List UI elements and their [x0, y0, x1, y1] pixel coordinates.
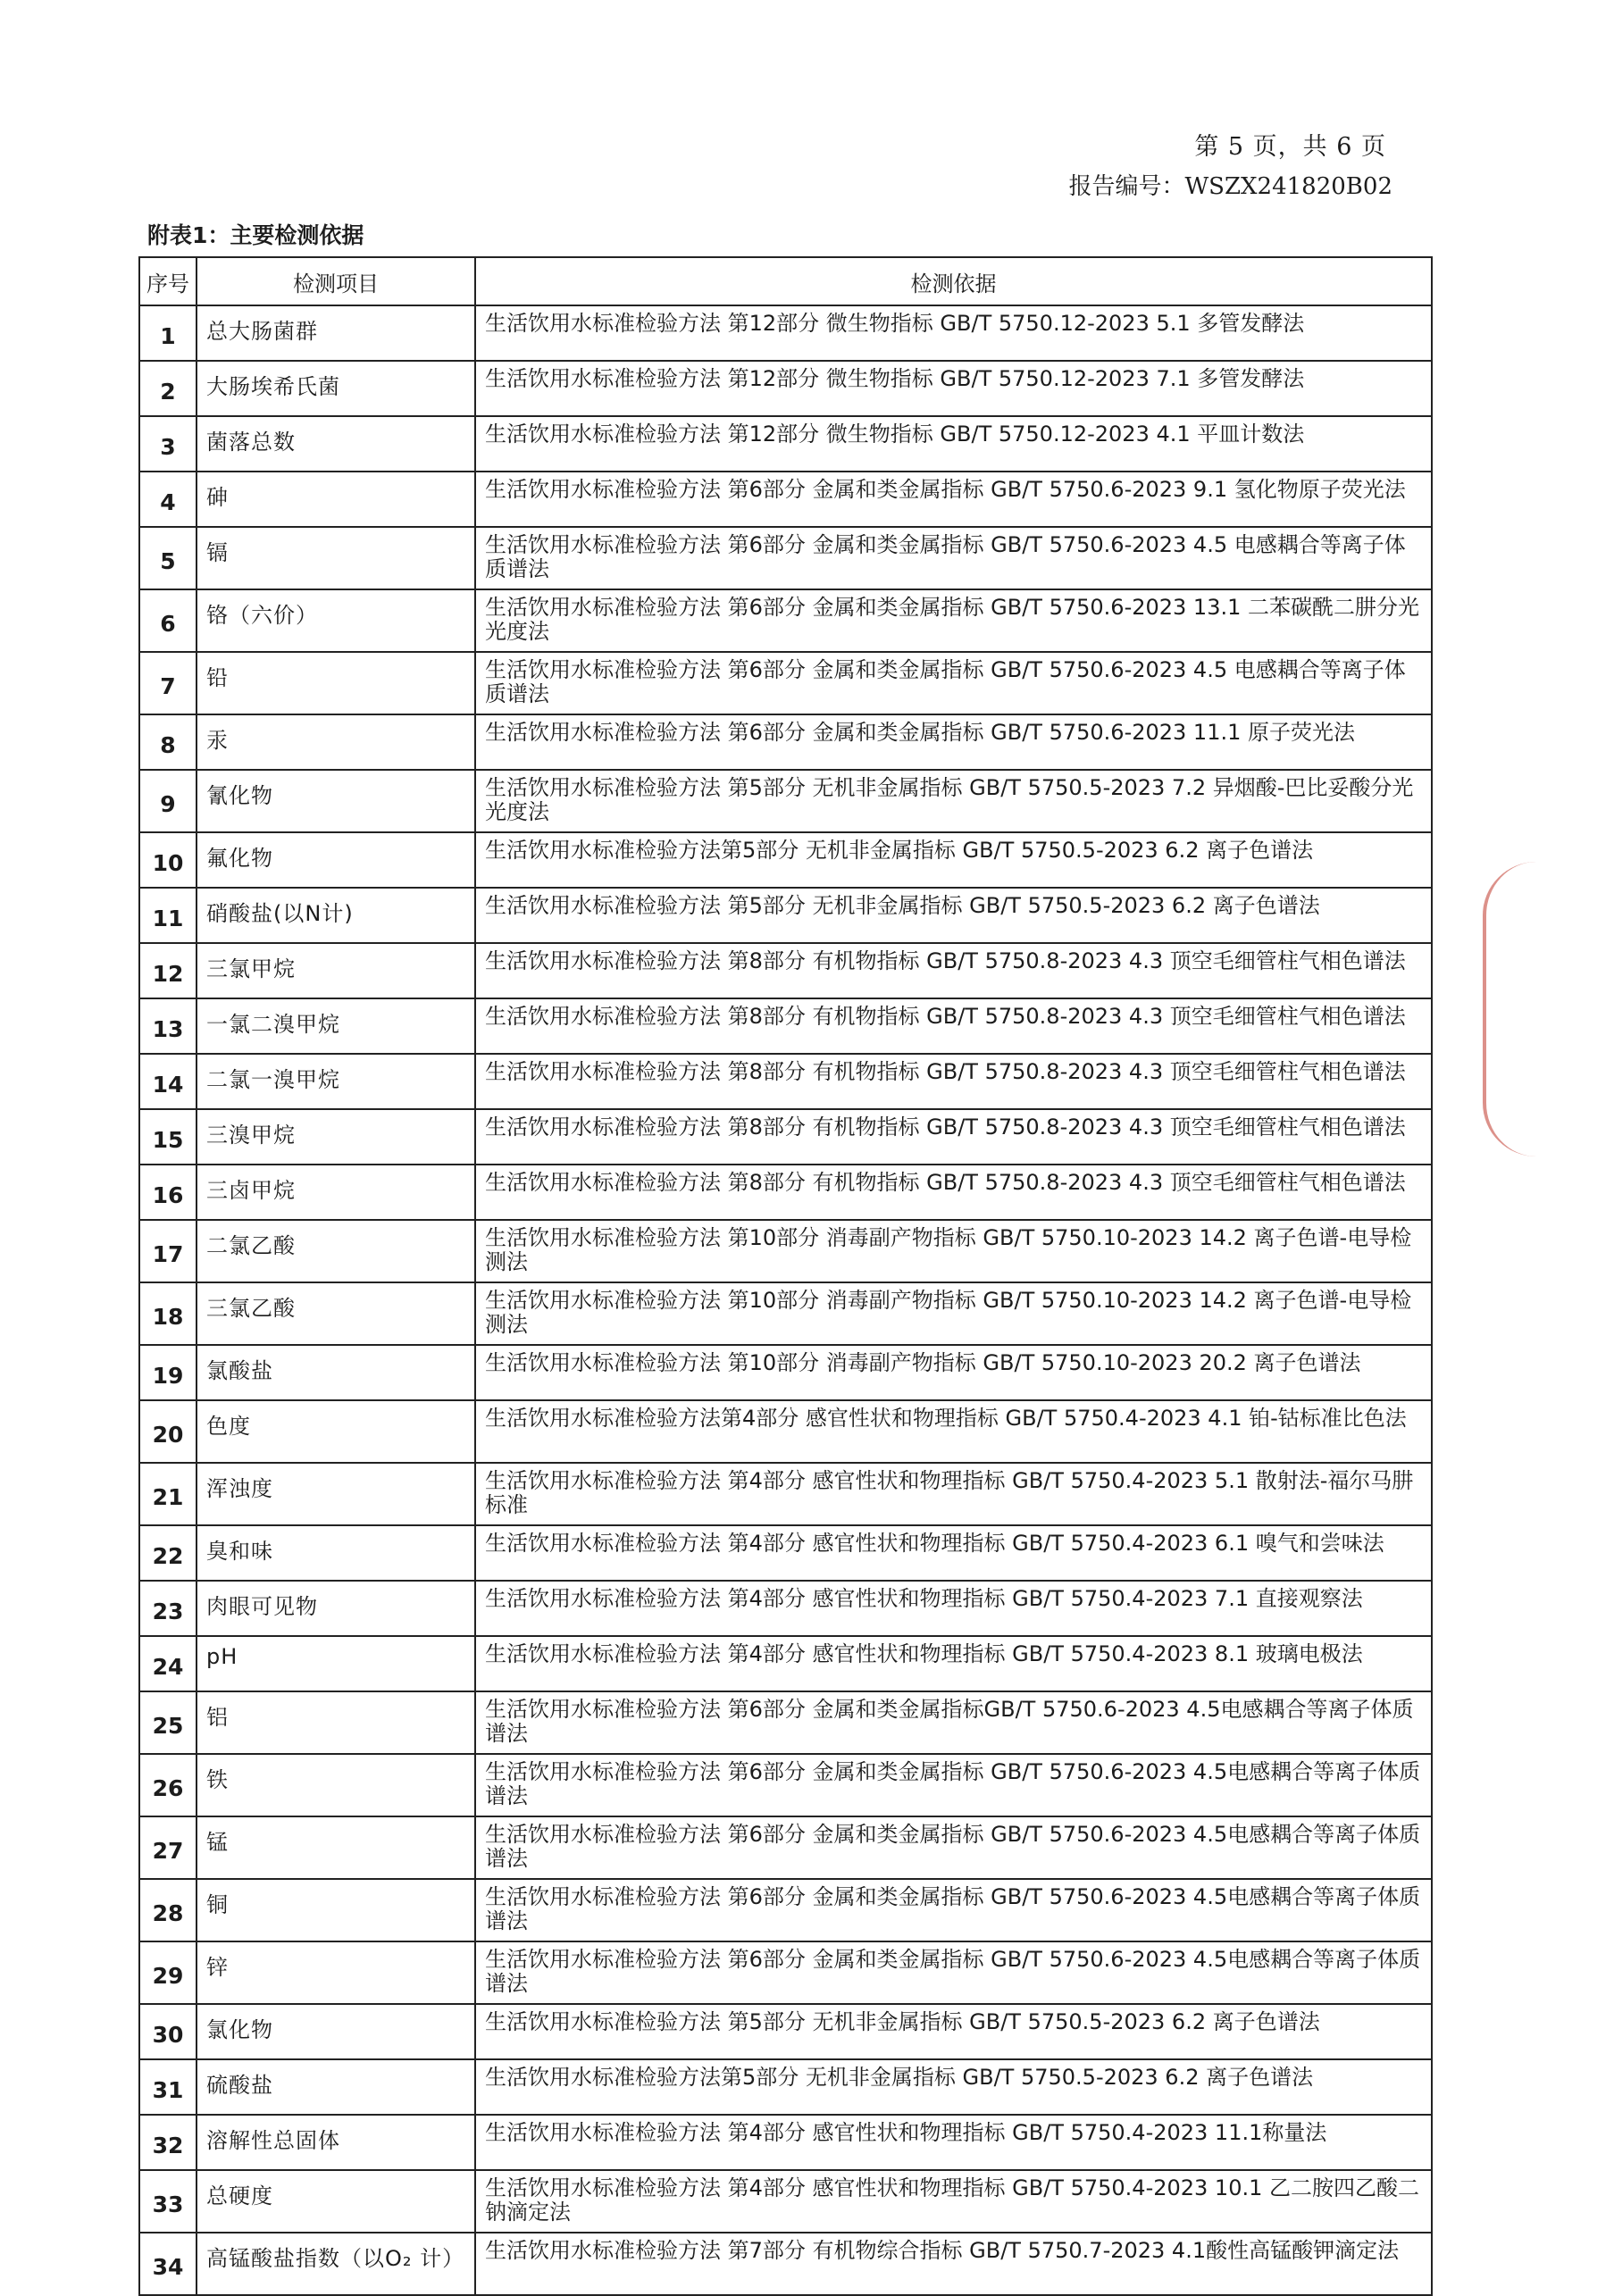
- test-method: 生活饮用水标准检验方法 第4部分 感官性状和物理指标 GB/T 5750.4-2023 11.1称量法: [475, 2115, 1432, 2170]
- row-number: 13: [139, 998, 197, 1054]
- test-method: 生活饮用水标准检验方法 第6部分 金属和类金属指标 GB/T 5750.6-2023 4.5电感耦合等离子体质谱法: [475, 1941, 1432, 2004]
- table-row: [139, 714, 1432, 770]
- table-row: [139, 1220, 1432, 1282]
- test-item: 浑浊度: [197, 1463, 475, 1525]
- test-item: 菌落总数: [197, 416, 475, 472]
- test-item: 氯化物: [197, 2004, 475, 2059]
- test-item: 高锰酸盐指数（以O₂ 计）: [197, 2233, 475, 2295]
- table-row: [139, 2170, 1432, 2233]
- test-method: 生活饮用水标准检验方法第5部分 无机非金属指标 GB/T 5750.5-2023 6.2 离子色谱法: [475, 2059, 1432, 2115]
- test-item: 硫酸盐: [197, 2059, 475, 2115]
- row-number: 24: [139, 1636, 197, 1691]
- test-method: 生活饮用水标准检验方法 第6部分 金属和类金属指标 GB/T 5750.6-2023 4.5 电感耦合等离子体质谱法: [475, 527, 1432, 589]
- row-number: 15: [139, 1109, 197, 1165]
- test-method: 生活饮用水标准检验方法 第12部分 微生物指标 GB/T 5750.12-2023 7.1 多管发酵法: [475, 361, 1432, 416]
- report-number: 报告编号：WSZX241820B02: [1068, 173, 1392, 200]
- table-body: [139, 305, 1432, 2295]
- table-row: [139, 416, 1432, 472]
- test-item: 镉: [197, 527, 475, 589]
- test-method: 生活饮用水标准检验方法 第4部分 感官性状和物理指标 GB/T 5750.4-2023 6.1 嗅气和尝味法: [475, 1525, 1432, 1581]
- row-number: 25: [139, 1691, 197, 1754]
- test-method: 生活饮用水标准检验方法 第4部分 感官性状和物理指标 GB/T 5750.4-2023 8.1 玻璃电极法: [475, 1636, 1432, 1691]
- test-method: 生活饮用水标准检验方法 第5部分 无机非金属指标 GB/T 5750.5-2023 6.2 离子色谱法: [475, 888, 1432, 943]
- test-method: 生活饮用水标准检验方法 第10部分 消毒副产物指标 GB/T 5750.10-2023 14.2 离子色谱-电导检测法: [475, 1220, 1432, 1282]
- test-item: 砷: [197, 472, 475, 527]
- test-item: 二氯乙酸: [197, 1220, 475, 1282]
- row-number: 10: [139, 832, 197, 888]
- test-item: 三氯乙酸: [197, 1282, 475, 1345]
- row-number: 28: [139, 1879, 197, 1941]
- row-number: 22: [139, 1525, 197, 1581]
- test-method: 生活饮用水标准检验方法 第10部分 消毒副产物指标 GB/T 5750.10-2023 14.2 离子色谱-电导检测法: [475, 1282, 1432, 1345]
- test-method: 生活饮用水标准检验方法 第6部分 金属和类金属指标 GB/T 5750.6-2023 4.5电感耦合等离子体质谱法: [475, 1754, 1432, 1816]
- table-row: [139, 589, 1432, 652]
- test-method: 生活饮用水标准检验方法 第4部分 感官性状和物理指标 GB/T 5750.4-2023 7.1 直接观察法: [475, 1581, 1432, 1636]
- row-number: 30: [139, 2004, 197, 2059]
- row-number: 26: [139, 1754, 197, 1816]
- row-number: 8: [139, 714, 197, 770]
- test-method: 生活饮用水标准检验方法 第5部分 无机非金属指标 GB/T 5750.5-2023 7.2 异烟酸-巴比妥酸分光光度法: [475, 770, 1432, 832]
- test-item: 锌: [197, 1941, 475, 2004]
- test-item: 大肠埃希氏菌: [197, 361, 475, 416]
- test-method: 生活饮用水标准检验方法 第4部分 感官性状和物理指标 GB/T 5750.4-2023 5.1 散射法-福尔马肼标准: [475, 1463, 1432, 1525]
- row-number: 5: [139, 527, 197, 589]
- test-item: 总硬度: [197, 2170, 475, 2233]
- test-method: 生活饮用水标准检验方法 第12部分 微生物指标 GB/T 5750.12-2023 5.1 多管发酵法: [475, 305, 1432, 361]
- table-row: [139, 1816, 1432, 1879]
- table-row: [139, 2004, 1432, 2059]
- table-row: [139, 943, 1432, 998]
- test-item: 铝: [197, 1691, 475, 1754]
- table-row: [139, 527, 1432, 589]
- table-row: [139, 1879, 1432, 1941]
- table-row: [139, 1691, 1432, 1754]
- test-item: 铬（六价）: [197, 589, 475, 652]
- test-method: 生活饮用水标准检验方法 第8部分 有机物指标 GB/T 5750.8-2023 4.3 顶空毛细管柱气相色谱法: [475, 998, 1432, 1054]
- column-header-item: 检测项目: [197, 257, 475, 305]
- test-item: 肉眼可见物: [197, 1581, 475, 1636]
- row-number: 9: [139, 770, 197, 832]
- table-row: [139, 2115, 1432, 2170]
- test-item: 硝酸盐(以N计): [197, 888, 475, 943]
- test-method: 生活饮用水标准检验方法 第8部分 有机物指标 GB/T 5750.8-2023 4.3 顶空毛细管柱气相色谱法: [475, 1165, 1432, 1220]
- row-number: 23: [139, 1581, 197, 1636]
- table-row: [139, 1525, 1432, 1581]
- test-method: 生活饮用水标准检验方法 第6部分 金属和类金属指标 GB/T 5750.6-2023 11.1 原子荧光法: [475, 714, 1432, 770]
- row-number: 31: [139, 2059, 197, 2115]
- row-number: 2: [139, 361, 197, 416]
- test-method: 生活饮用水标准检验方法 第6部分 金属和类金属指标 GB/T 5750.6-2023 9.1 氢化物原子荧光法: [475, 472, 1432, 527]
- test-basis-table: [138, 256, 1433, 2296]
- test-item: 溶解性总固体: [197, 2115, 475, 2170]
- test-method: 生活饮用水标准检验方法 第8部分 有机物指标 GB/T 5750.8-2023 4.3 顶空毛细管柱气相色谱法: [475, 1109, 1432, 1165]
- row-number: 27: [139, 1816, 197, 1879]
- table-row: [139, 998, 1432, 1054]
- table-row: [139, 1636, 1432, 1691]
- table-row: [139, 770, 1432, 832]
- table-row: [139, 1054, 1432, 1109]
- table-row: [139, 832, 1432, 888]
- table-row: [139, 305, 1432, 361]
- test-item: 氰化物: [197, 770, 475, 832]
- row-number: 21: [139, 1463, 197, 1525]
- test-method: 生活饮用水标准检验方法 第6部分 金属和类金属指标 GB/T 5750.6-2023 4.5电感耦合等离子体质谱法: [475, 1879, 1432, 1941]
- test-method: 生活饮用水标准检验方法 第6部分 金属和类金属指标 GB/T 5750.6-2023 4.5电感耦合等离子体质谱法: [475, 1816, 1432, 1879]
- test-method: 生活饮用水标准检验方法 第4部分 感官性状和物理指标 GB/T 5750.4-2023 10.1 乙二胺四乙酸二钠滴定法: [475, 2170, 1432, 2233]
- row-number: 20: [139, 1400, 197, 1463]
- table-row: [139, 1165, 1432, 1220]
- row-number: 29: [139, 1941, 197, 2004]
- test-item: 一氯二溴甲烷: [197, 998, 475, 1054]
- test-method: 生活饮用水标准检验方法 第6部分 金属和类金属指标GB/T 5750.6-2023 4.5电感耦合等离子体质谱法: [475, 1691, 1432, 1754]
- test-method: 生活饮用水标准检验方法 第6部分 金属和类金属指标 GB/T 5750.6-2023 13.1 二苯碳酰二肼分光光度法: [475, 589, 1432, 652]
- row-number: 14: [139, 1054, 197, 1109]
- table-row: [139, 2233, 1432, 2295]
- table-title: 附表1：主要检测依据: [147, 222, 364, 248]
- test-method: 生活饮用水标准检验方法 第10部分 消毒副产物指标 GB/T 5750.10-2023 20.2 离子色谱法: [475, 1345, 1432, 1400]
- row-number: 3: [139, 416, 197, 472]
- table-row: [139, 1109, 1432, 1165]
- test-method: 生活饮用水标准检验方法 第7部分 有机物综合指标 GB/T 5750.7-2023 4.1酸性高锰酸钾滴定法: [475, 2233, 1432, 2295]
- test-item: 色度: [197, 1400, 475, 1463]
- test-method: 生活饮用水标准检验方法 第6部分 金属和类金属指标 GB/T 5750.6-2023 4.5 电感耦合等离子体质谱法: [475, 652, 1432, 714]
- table-row: [139, 361, 1432, 416]
- row-number: 18: [139, 1282, 197, 1345]
- row-number: 16: [139, 1165, 197, 1220]
- table-row: [139, 1581, 1432, 1636]
- row-number: 7: [139, 652, 197, 714]
- test-item: 总大肠菌群: [197, 305, 475, 361]
- row-number: 11: [139, 888, 197, 943]
- test-item: 三氯甲烷: [197, 943, 475, 998]
- test-method: 生活饮用水标准检验方法第4部分 感官性状和物理指标 GB/T 5750.4-2023 4.1 铂-钴标准比色法: [475, 1400, 1432, 1463]
- table-header-row: [139, 257, 1432, 305]
- row-number: 12: [139, 943, 197, 998]
- column-header-method: 检测依据: [475, 257, 1432, 305]
- test-item: 臭和味: [197, 1525, 475, 1581]
- test-method: 生活饮用水标准检验方法 第8部分 有机物指标 GB/T 5750.8-2023 4.3 顶空毛细管柱气相色谱法: [475, 1054, 1432, 1109]
- row-number: 17: [139, 1220, 197, 1282]
- table-row: [139, 1754, 1432, 1816]
- table-row: [139, 1463, 1432, 1525]
- table-row: [139, 2059, 1432, 2115]
- table-row: [139, 1282, 1432, 1345]
- test-item: 铅: [197, 652, 475, 714]
- test-item: 汞: [197, 714, 475, 770]
- test-method: 生活饮用水标准检验方法 第8部分 有机物指标 GB/T 5750.8-2023 4.3 顶空毛细管柱气相色谱法: [475, 943, 1432, 998]
- test-item: 二氯一溴甲烷: [197, 1054, 475, 1109]
- test-item: pH: [197, 1636, 475, 1691]
- test-item: 锰: [197, 1816, 475, 1879]
- test-method: 生活饮用水标准检验方法 第5部分 无机非金属指标 GB/T 5750.5-2023 6.2 离子色谱法: [475, 2004, 1432, 2059]
- table-row: [139, 652, 1432, 714]
- table-row: [139, 1345, 1432, 1400]
- test-item: 氟化物: [197, 832, 475, 888]
- test-item: 铁: [197, 1754, 475, 1816]
- page-info: 第 5 页，共 6 页: [1194, 133, 1386, 161]
- table-row: [139, 1941, 1432, 2004]
- test-method: 生活饮用水标准检验方法 第12部分 微生物指标 GB/T 5750.12-2023 4.1 平皿计数法: [475, 416, 1432, 472]
- table-row: [139, 1400, 1432, 1463]
- row-number: 32: [139, 2115, 197, 2170]
- table-row: [139, 472, 1432, 527]
- test-item: 铜: [197, 1879, 475, 1941]
- row-number: 6: [139, 589, 197, 652]
- row-number: 1: [139, 305, 197, 361]
- row-number: 19: [139, 1345, 197, 1400]
- table-row: [139, 888, 1432, 943]
- row-number: 34: [139, 2233, 197, 2295]
- test-item: 氯酸盐: [197, 1345, 475, 1400]
- row-number: 33: [139, 2170, 197, 2233]
- test-method: 生活饮用水标准检验方法第5部分 无机非金属指标 GB/T 5750.5-2023 6.2 离子色谱法: [475, 832, 1432, 888]
- test-item: 三溴甲烷: [197, 1109, 475, 1165]
- test-item: 三卤甲烷: [197, 1165, 475, 1220]
- row-number: 4: [139, 472, 197, 527]
- red-seal-stamp: [1483, 862, 1593, 1156]
- column-header-no: 序号: [139, 257, 197, 305]
